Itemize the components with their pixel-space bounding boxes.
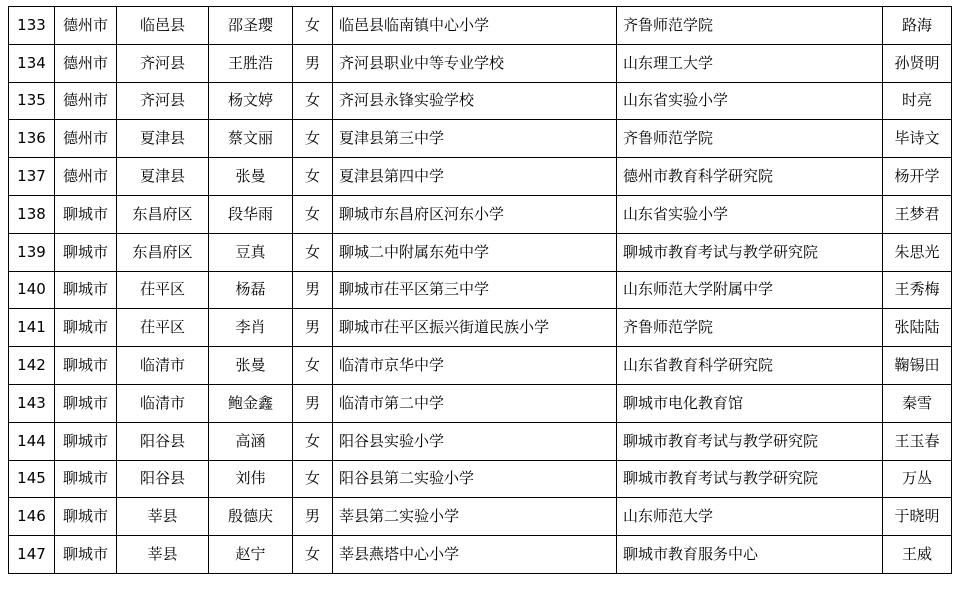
cell-number: 138: [9, 195, 55, 233]
cell-name: 刘伟: [209, 460, 293, 498]
cell-mentor: 于晓明: [883, 498, 952, 536]
cell-unit: 山东师范大学: [617, 498, 883, 536]
cell-unit: 齐鲁师范学院: [617, 120, 883, 158]
cell-number: 133: [9, 7, 55, 45]
cell-unit: 齐鲁师范学院: [617, 7, 883, 45]
cell-county: 东昌府区: [117, 195, 209, 233]
cell-sex: 女: [293, 158, 333, 196]
cell-school: 莘县燕塔中心小学: [333, 536, 617, 574]
cell-unit: 山东师范大学附属中学: [617, 271, 883, 309]
table-row: [9, 120, 952, 158]
cell-city: 聊城市: [55, 498, 117, 536]
cell-city: 聊城市: [55, 271, 117, 309]
cell-unit: 聊城市教育考试与教学研究院: [617, 233, 883, 271]
cell-city: 聊城市: [55, 309, 117, 347]
cell-mentor: 张陆陆: [883, 309, 952, 347]
cell-county: 临邑县: [117, 7, 209, 45]
cell-number: 141: [9, 309, 55, 347]
cell-city: 德州市: [55, 7, 117, 45]
cell-name: 王胜浩: [209, 44, 293, 82]
cell-sex: 女: [293, 7, 333, 45]
cell-city: 聊城市: [55, 422, 117, 460]
cell-mentor: 王玉春: [883, 422, 952, 460]
cell-school: 聊城市茌平区第三中学: [333, 271, 617, 309]
cell-sex: 女: [293, 347, 333, 385]
cell-number: 136: [9, 120, 55, 158]
cell-name: 段华雨: [209, 195, 293, 233]
cell-city: 德州市: [55, 120, 117, 158]
cell-school: 夏津县第三中学: [333, 120, 617, 158]
cell-county: 临清市: [117, 384, 209, 422]
cell-sex: 男: [293, 44, 333, 82]
cell-county: 东昌府区: [117, 233, 209, 271]
cell-sex: 女: [293, 120, 333, 158]
cell-name: 蔡文丽: [209, 120, 293, 158]
table-row: [9, 536, 952, 574]
cell-number: 145: [9, 460, 55, 498]
cell-sex: 女: [293, 82, 333, 120]
cell-city: 德州市: [55, 82, 117, 120]
cell-number: 147: [9, 536, 55, 574]
cell-county: 齐河县: [117, 44, 209, 82]
table-row: [9, 7, 952, 45]
cell-number: 144: [9, 422, 55, 460]
cell-mentor: 时亮: [883, 82, 952, 120]
cell-unit: 聊城市教育考试与教学研究院: [617, 460, 883, 498]
cell-city: 聊城市: [55, 233, 117, 271]
cell-school: 临清市京华中学: [333, 347, 617, 385]
cell-mentor: 毕诗文: [883, 120, 952, 158]
cell-unit: 齐鲁师范学院: [617, 309, 883, 347]
cell-mentor: 鞠锡田: [883, 347, 952, 385]
cell-school: 阳谷县实验小学: [333, 422, 617, 460]
cell-name: 高涵: [209, 422, 293, 460]
table-row: [9, 309, 952, 347]
cell-mentor: 万丛: [883, 460, 952, 498]
cell-number: 137: [9, 158, 55, 196]
cell-county: 夏津县: [117, 158, 209, 196]
cell-mentor: 杨开学: [883, 158, 952, 196]
cell-sex: 女: [293, 195, 333, 233]
cell-name: 鲍金鑫: [209, 384, 293, 422]
cell-school: 聊城二中附属东苑中学: [333, 233, 617, 271]
cell-city: 聊城市: [55, 384, 117, 422]
table-row: [9, 82, 952, 120]
roster-table-body: [9, 7, 952, 574]
cell-county: 莘县: [117, 498, 209, 536]
cell-school: 夏津县第四中学: [333, 158, 617, 196]
cell-number: 140: [9, 271, 55, 309]
cell-city: 聊城市: [55, 347, 117, 385]
cell-mentor: 朱思光: [883, 233, 952, 271]
cell-county: 阳谷县: [117, 422, 209, 460]
cell-unit: 聊城市教育服务中心: [617, 536, 883, 574]
cell-county: 临清市: [117, 347, 209, 385]
cell-name: 张曼: [209, 158, 293, 196]
cell-sex: 男: [293, 271, 333, 309]
cell-name: 张曼: [209, 347, 293, 385]
table-row: [9, 233, 952, 271]
roster-table: [8, 6, 952, 574]
cell-school: 聊城市茌平区振兴街道民族小学: [333, 309, 617, 347]
cell-sex: 男: [293, 309, 333, 347]
cell-mentor: 王秀梅: [883, 271, 952, 309]
cell-mentor: 孙贤明: [883, 44, 952, 82]
cell-number: 135: [9, 82, 55, 120]
cell-sex: 男: [293, 384, 333, 422]
cell-name: 赵宁: [209, 536, 293, 574]
cell-mentor: 路海: [883, 7, 952, 45]
cell-school: 齐河县永锋实验学校: [333, 82, 617, 120]
cell-county: 莘县: [117, 536, 209, 574]
cell-name: 豆真: [209, 233, 293, 271]
cell-school: 临邑县临南镇中心小学: [333, 7, 617, 45]
table-row: [9, 498, 952, 536]
cell-city: 聊城市: [55, 536, 117, 574]
table-row: [9, 195, 952, 233]
cell-name: 殷德庆: [209, 498, 293, 536]
cell-county: 茌平区: [117, 309, 209, 347]
cell-sex: 女: [293, 233, 333, 271]
cell-name: 杨文婷: [209, 82, 293, 120]
cell-unit: 德州市教育科学研究院: [617, 158, 883, 196]
cell-mentor: 王梦君: [883, 195, 952, 233]
cell-sex: 女: [293, 460, 333, 498]
table-row: [9, 158, 952, 196]
cell-unit: 山东省实验小学: [617, 82, 883, 120]
cell-number: 143: [9, 384, 55, 422]
cell-number: 134: [9, 44, 55, 82]
cell-unit: 山东理工大学: [617, 44, 883, 82]
cell-unit: 聊城市教育考试与教学研究院: [617, 422, 883, 460]
cell-school: 莘县第二实验小学: [333, 498, 617, 536]
table-row: [9, 44, 952, 82]
cell-city: 聊城市: [55, 195, 117, 233]
cell-school: 阳谷县第二实验小学: [333, 460, 617, 498]
cell-mentor: 秦雪: [883, 384, 952, 422]
cell-unit: 山东省教育科学研究院: [617, 347, 883, 385]
cell-name: 邵圣璎: [209, 7, 293, 45]
table-row: [9, 384, 952, 422]
cell-school: 聊城市东昌府区河东小学: [333, 195, 617, 233]
cell-city: 德州市: [55, 44, 117, 82]
cell-unit: 山东省实验小学: [617, 195, 883, 233]
table-row: [9, 422, 952, 460]
cell-city: 聊城市: [55, 460, 117, 498]
cell-sex: 女: [293, 422, 333, 460]
table-row: [9, 460, 952, 498]
cell-number: 146: [9, 498, 55, 536]
cell-number: 139: [9, 233, 55, 271]
cell-name: 李肖: [209, 309, 293, 347]
cell-sex: 女: [293, 536, 333, 574]
table-row: [9, 347, 952, 385]
cell-school: 齐河县职业中等专业学校: [333, 44, 617, 82]
cell-sex: 男: [293, 498, 333, 536]
table-row: [9, 271, 952, 309]
cell-county: 茌平区: [117, 271, 209, 309]
cell-city: 德州市: [55, 158, 117, 196]
cell-county: 夏津县: [117, 120, 209, 158]
cell-county: 齐河县: [117, 82, 209, 120]
cell-name: 杨磊: [209, 271, 293, 309]
cell-mentor: 王威: [883, 536, 952, 574]
cell-school: 临清市第二中学: [333, 384, 617, 422]
cell-number: 142: [9, 347, 55, 385]
cell-county: 阳谷县: [117, 460, 209, 498]
cell-unit: 聊城市电化教育馆: [617, 384, 883, 422]
